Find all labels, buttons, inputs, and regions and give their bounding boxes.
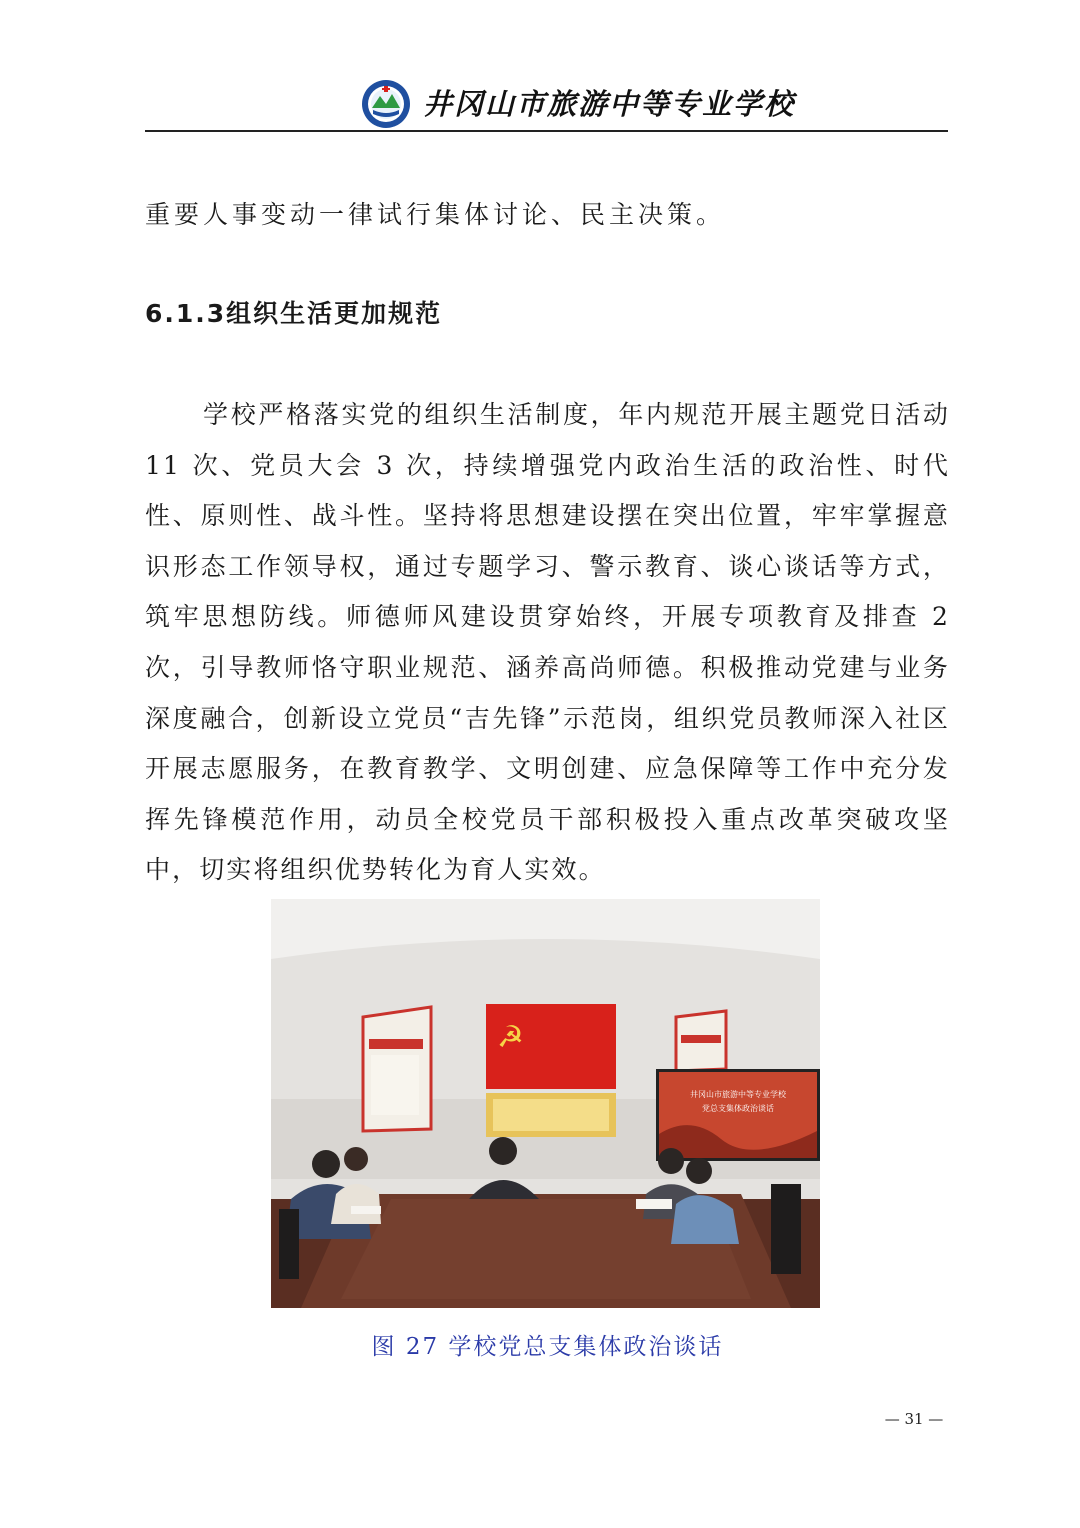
- page-number: — 31 —: [884, 1410, 944, 1428]
- continued-text: 重要人事变动一律试行集体讨论、民主决策。: [145, 200, 726, 229]
- meeting-photo-scene: [271, 899, 820, 1308]
- screen-subtitle: 党总支集体政治谈话: [702, 1104, 774, 1113]
- school-name: 井冈山市旅游中等专业学校: [423, 87, 796, 121]
- body-paragraph: 学校严格落实党的组织生活制度，年内规范开展主题党日活动 11 次、党员大会 3 次，持续增强党内政治生活的政治性、时代性、原则性、战斗性。坚持将思想建设摆在突出位置，牢牢掌握意识形态工作领导权，通过专题学习、警示教育、谈心谈话等方式，筑牢思想防线。师德师风建设贯穿始终，开展专项教育及排查 2 次，引导教师恪守职业规范、涵养高尚师德。积极推动党建与业务深度融合，创新设立党员“吉先锋”示范岗，组织党员教师深入社区开展志愿服务，在教育教学、文明创建、应急保障等工作中充分发挥先锋模范作用，动员全校党员干部积极投入重点改革突破攻坚中，切实将组织优势转化为育人实效。: [145, 400, 950, 885]
- section-heading: 6.1.3组织生活更加规范: [145, 299, 443, 328]
- figure-caption: 图 27 学校党总支集体政治谈话: [371, 1334, 724, 1360]
- school-logo-icon: [360, 78, 412, 130]
- page-header: [145, 70, 948, 132]
- hammer-sickle-icon: ☭: [497, 1020, 524, 1055]
- screen-title: 井冈山市旅游中等专业学校: [690, 1090, 786, 1099]
- meeting-photo: [271, 899, 820, 1308]
